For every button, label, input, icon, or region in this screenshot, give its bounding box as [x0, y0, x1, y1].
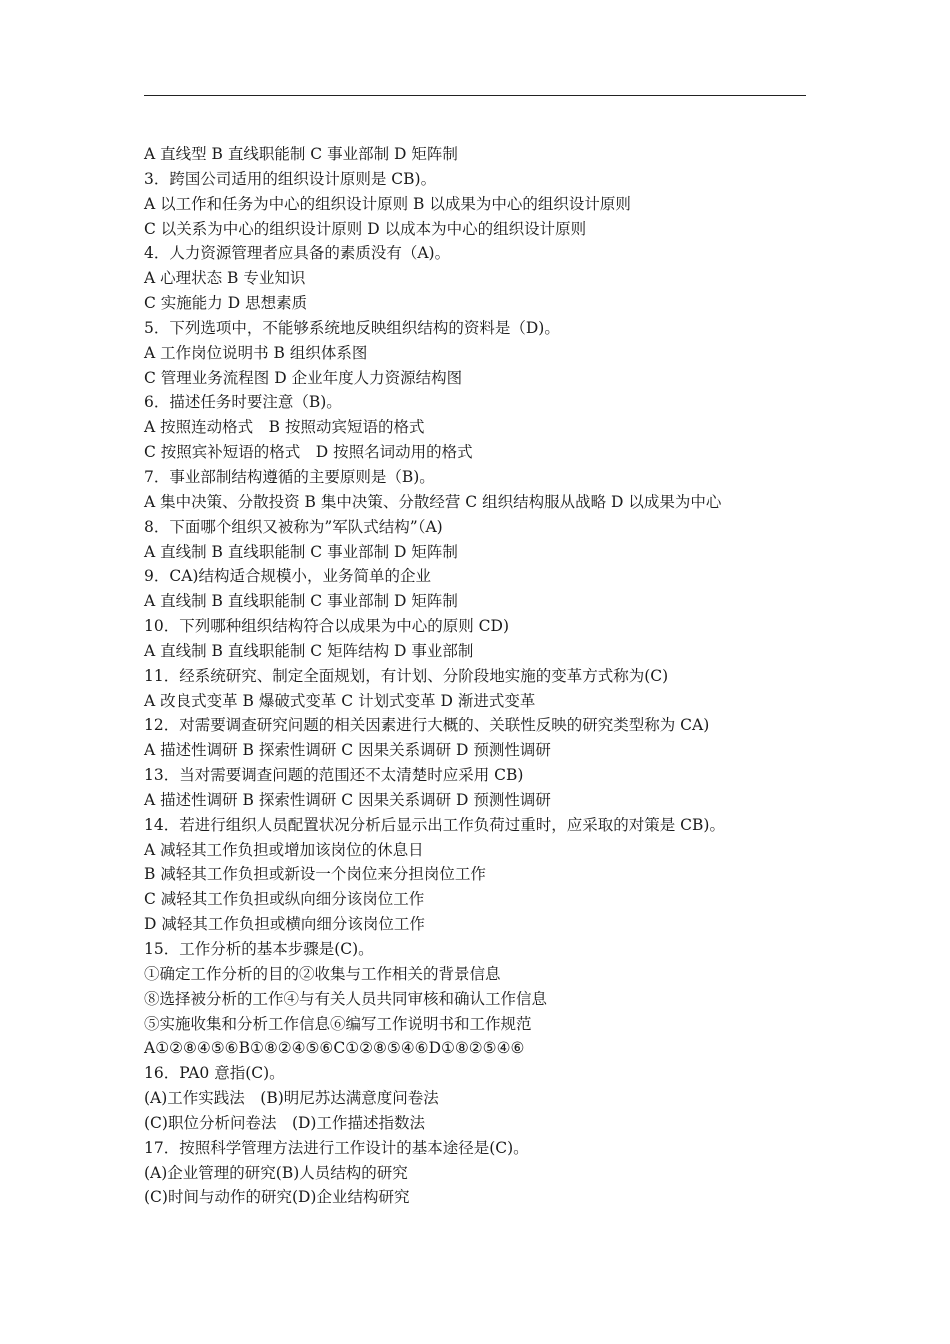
option-line: C 按照宾补短语的格式 D 按照名词动用的格式 — [144, 443, 473, 462]
option-line: A 集中决策、分散投资 B 集中决策、分散经营 C 组织结构服从战略 D 以成果为中心 — [144, 492, 722, 511]
question-line: 8．下面哪个组织又被称为”军队式结构”（A) — [144, 517, 443, 536]
question-line: 13．当对需要调查问题的范围还不太清楚时应采用 CB) — [144, 766, 524, 785]
option-line: A 按照连动格式 B 按照动宾短语的格式 — [144, 418, 425, 437]
option-line: A 以工作和任务为中心的组织设计原则 B 以成果为中心的组织设计原则 — [144, 194, 631, 213]
question-line: 14．若进行组织人员配置状况分析后显示出工作负荷过重时，应采取的对策是 CB)。 — [144, 815, 725, 834]
option-line: A 直线制 B 直线职能制 C 事业部制 D 矩阵制 — [144, 542, 458, 561]
option-line: A 直线制 B 直线职能制 C 事业部制 D 矩阵制 — [144, 592, 458, 611]
question-line: 10．下列哪种组织结构符合以成果为中心的原则 CD) — [144, 617, 509, 636]
option-line: C 实施能力 D 思想素质 — [144, 294, 308, 313]
option-line: C 以关系为中心的组织设计原则 D 以成本为中心的组织设计原则 — [144, 219, 587, 238]
question-line: 7．事业部制结构遵循的主要原则是（B)。 — [144, 467, 435, 486]
option-line: (A)企业管理的研究(B)人员结构的研究 — [144, 1163, 408, 1182]
question-line: 15．工作分析的基本步骤是(C)。 — [144, 940, 374, 958]
option-line: (A)工作实践法 (B)明尼苏达满意度问卷法 — [144, 1089, 439, 1108]
text-line: A 直线型 B 直线职能制 C 事业部制 D 矩阵制 — [144, 145, 458, 163]
option-line: A 工作岗位说明书 B 组织体系图 — [144, 343, 368, 362]
option-line: A 直线制 B 直线职能制 C 矩阵结构 D 事业部制 — [144, 641, 474, 660]
option-line: B 减轻其工作负担或新设一个岗位来分担岗位工作 — [144, 865, 486, 884]
option-line: A 心理状态 B 专业知识 — [144, 269, 306, 288]
question-line: 16．PA0 意指(C)。 — [144, 1064, 285, 1083]
question-line: 4．人力资源管理者应具备的素质没有（A)。 — [144, 244, 451, 263]
option-line: A 减轻其工作负担或增加该岗位的休息日 — [144, 840, 424, 859]
question-line: 17．按照科学管理方法进行工作设计的基本途径是(C)。 — [144, 1138, 529, 1157]
option-line: A 描述性调研 B 探索性调研 C 因果关系调研 D 预测性调研 — [144, 790, 551, 809]
question-line: 3．跨国公司适用的组织设计原则是 CB)。 — [144, 169, 437, 188]
question-text — [144, 142, 824, 1210]
step-line: ⑤实施收集和分析工作信息⑥编写工作说明书和工作规范 — [144, 1014, 532, 1033]
option-line: A 描述性调研 B 探索性调研 C 因果关系调研 D 预测性调研 — [144, 741, 551, 760]
question-line: 5．下列选项中，不能够系统地反映组织结构的资料是（D)。 — [144, 318, 560, 337]
question-line: 9．CA)结构适合规模小，业务简单的企业 — [144, 567, 431, 586]
option-line: A①②⑧④⑤⑥B①⑧②④⑤⑥C①②⑧⑤④⑥D①⑧②⑤④⑥ — [144, 1039, 525, 1058]
option-line: (C)职位分析问卷法 (D)工作描述指数法 — [144, 1113, 425, 1132]
option-line: A 改良式变革 B 爆破式变革 C 计划式变革 D 渐进式变革 — [144, 691, 536, 710]
step-line: ⑧选择被分析的工作④与有关人员共同审核和确认工作信息 — [144, 989, 548, 1008]
header-rule — [144, 95, 806, 96]
question-line: 6．描述任务时要注意（B)。 — [144, 393, 342, 412]
step-line: ①确定工作分析的目的②收集与工作相关的背景信息 — [144, 964, 501, 983]
option-line: C 减轻其工作负担或纵向细分该岗位工作 — [144, 890, 425, 909]
option-line: (C)时间与动作的研究(D)企业结构研究 — [144, 1188, 410, 1207]
option-line: C 管理业务流程图 D 企业年度人力资源结构图 — [144, 368, 463, 387]
option-line: D 减轻其工作负担或横向细分该岗位工作 — [144, 915, 425, 934]
question-line: 11．经系统研究、制定全面规划，有计划、分阶段地实施的变革方式称为(C) — [144, 666, 669, 685]
question-line: 12．对需要调查研究问题的相关因素进行大概的、关联性反映的研究类型称为 CA) — [144, 716, 710, 735]
